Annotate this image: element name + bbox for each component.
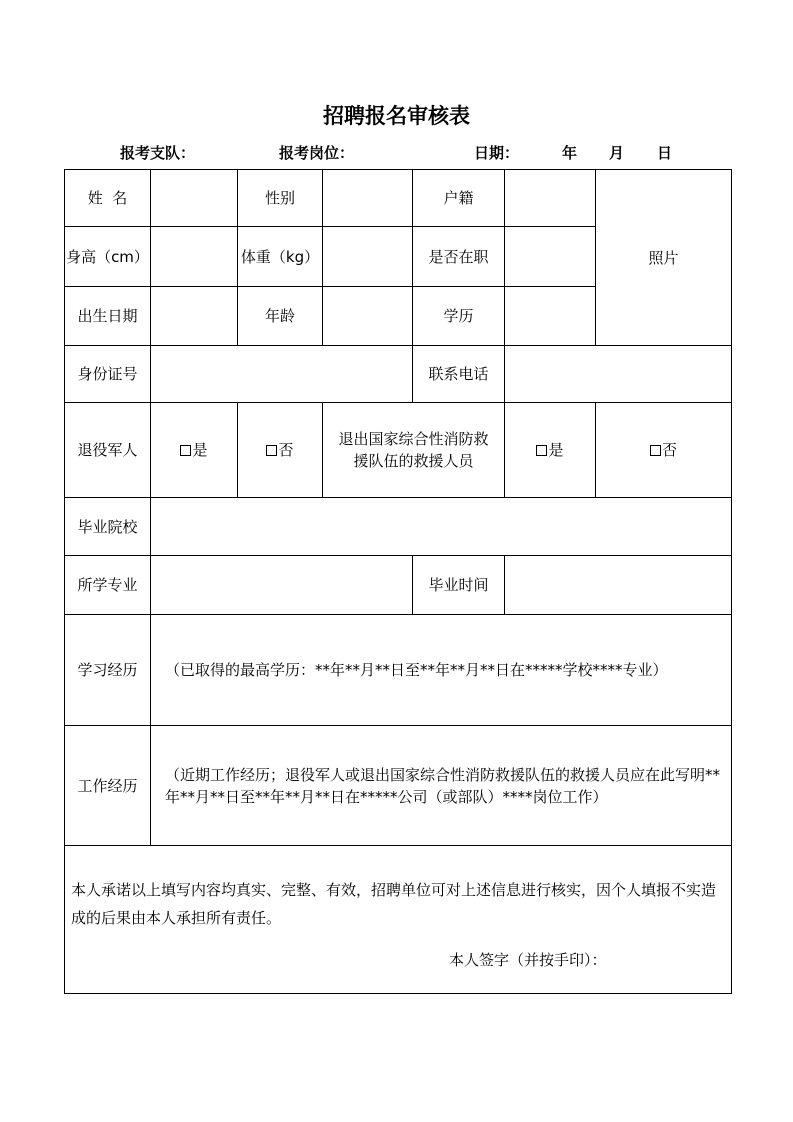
id-number-field[interactable] (151, 346, 413, 403)
pledge-text: 本人承诺以上填写内容均真实、完整、有效，招聘单位可对上述信息进行核实，因个人填报不实造成的后果由本人承担所有责任。 (71, 881, 717, 927)
age-label: 年龄 (238, 287, 323, 346)
form-row-study (65, 615, 732, 726)
birth-date-field[interactable] (151, 287, 238, 346)
month-label: 月 (609, 144, 625, 162)
study-history-label: 学习经历 (65, 615, 151, 726)
form-row-name (65, 170, 732, 227)
photo-box[interactable]: 照片 (596, 170, 732, 346)
education-label: 学历 (413, 287, 505, 346)
employed-label: 是否在职 (413, 227, 505, 287)
employed-field[interactable] (505, 227, 596, 287)
form-row-pledge (65, 846, 732, 994)
rescue-no-checkbox[interactable] (650, 445, 661, 456)
weight-label: 体重（kg） (238, 227, 323, 287)
application-form (64, 169, 732, 994)
rescue-yes-checkbox[interactable] (536, 445, 547, 456)
position-label: 报考岗位： (279, 144, 355, 162)
major-label: 所学专业 (65, 556, 151, 615)
veteran-label: 退役军人 (65, 403, 151, 498)
gender-field[interactable] (323, 170, 413, 227)
veteran-no-text: 否 (278, 441, 294, 459)
rescue-no-option[interactable] (596, 403, 732, 498)
rescue-retired-label: 退出国家综合性消防救援队伍的救援人员 (323, 403, 505, 498)
age-field[interactable] (323, 287, 413, 346)
unit-label: 报考支队： (120, 144, 196, 162)
name-label: 姓 名 (65, 170, 151, 227)
veteran-no-checkbox[interactable] (266, 445, 277, 456)
school-field[interactable] (151, 498, 732, 556)
height-label: 身高（cm） (65, 227, 151, 287)
work-history-field[interactable]: （近期工作经历；退役军人或退出国家综合性消防救援队伍的救援人员应在此写明**年**月**日至**年**月**日在*****公司（或部队）****岗位工作） (151, 726, 732, 846)
form-row-id (65, 346, 732, 403)
household-label: 户籍 (413, 170, 505, 227)
veteran-yes-option[interactable] (151, 403, 238, 498)
form-row-major (65, 556, 732, 615)
signature-label: 本人签字（并按手印）： (449, 951, 607, 969)
birth-date-label: 出生日期 (65, 287, 151, 346)
study-history-field[interactable]: （已取得的最高学历：**年**月**日至**年**月**日在*****学校****专业） (151, 615, 732, 726)
form-row-work (65, 726, 732, 846)
weight-field[interactable] (323, 227, 413, 287)
gender-label: 性别 (238, 170, 323, 227)
form-row-school (65, 498, 732, 556)
veteran-yes-text: 是 (192, 441, 208, 459)
rescue-no-text: 否 (661, 441, 677, 459)
rescue-yes-text: 是 (548, 441, 564, 459)
graduation-time-field[interactable] (505, 556, 732, 615)
school-label: 毕业院校 (65, 498, 151, 556)
major-field[interactable] (151, 556, 413, 615)
graduation-time-label: 毕业时间 (413, 556, 505, 615)
form-row-veteran (65, 403, 732, 498)
phone-field[interactable] (505, 346, 732, 403)
day-label: 日 (657, 144, 673, 162)
household-field[interactable] (505, 170, 596, 227)
veteran-yes-checkbox[interactable] (180, 445, 191, 456)
pledge-section (65, 846, 732, 994)
phone-label: 联系电话 (413, 346, 505, 403)
education-field[interactable] (505, 287, 596, 346)
name-field[interactable] (151, 170, 238, 227)
work-history-label: 工作经历 (65, 726, 151, 846)
page-title: 招聘报名审核表 (323, 103, 470, 128)
veteran-no-option[interactable] (238, 403, 323, 498)
year-label: 年 (562, 144, 578, 162)
date-label: 日期： (474, 144, 520, 162)
rescue-yes-option[interactable] (505, 403, 596, 498)
id-number-label: 身份证号 (65, 346, 151, 403)
height-field[interactable] (151, 227, 238, 287)
